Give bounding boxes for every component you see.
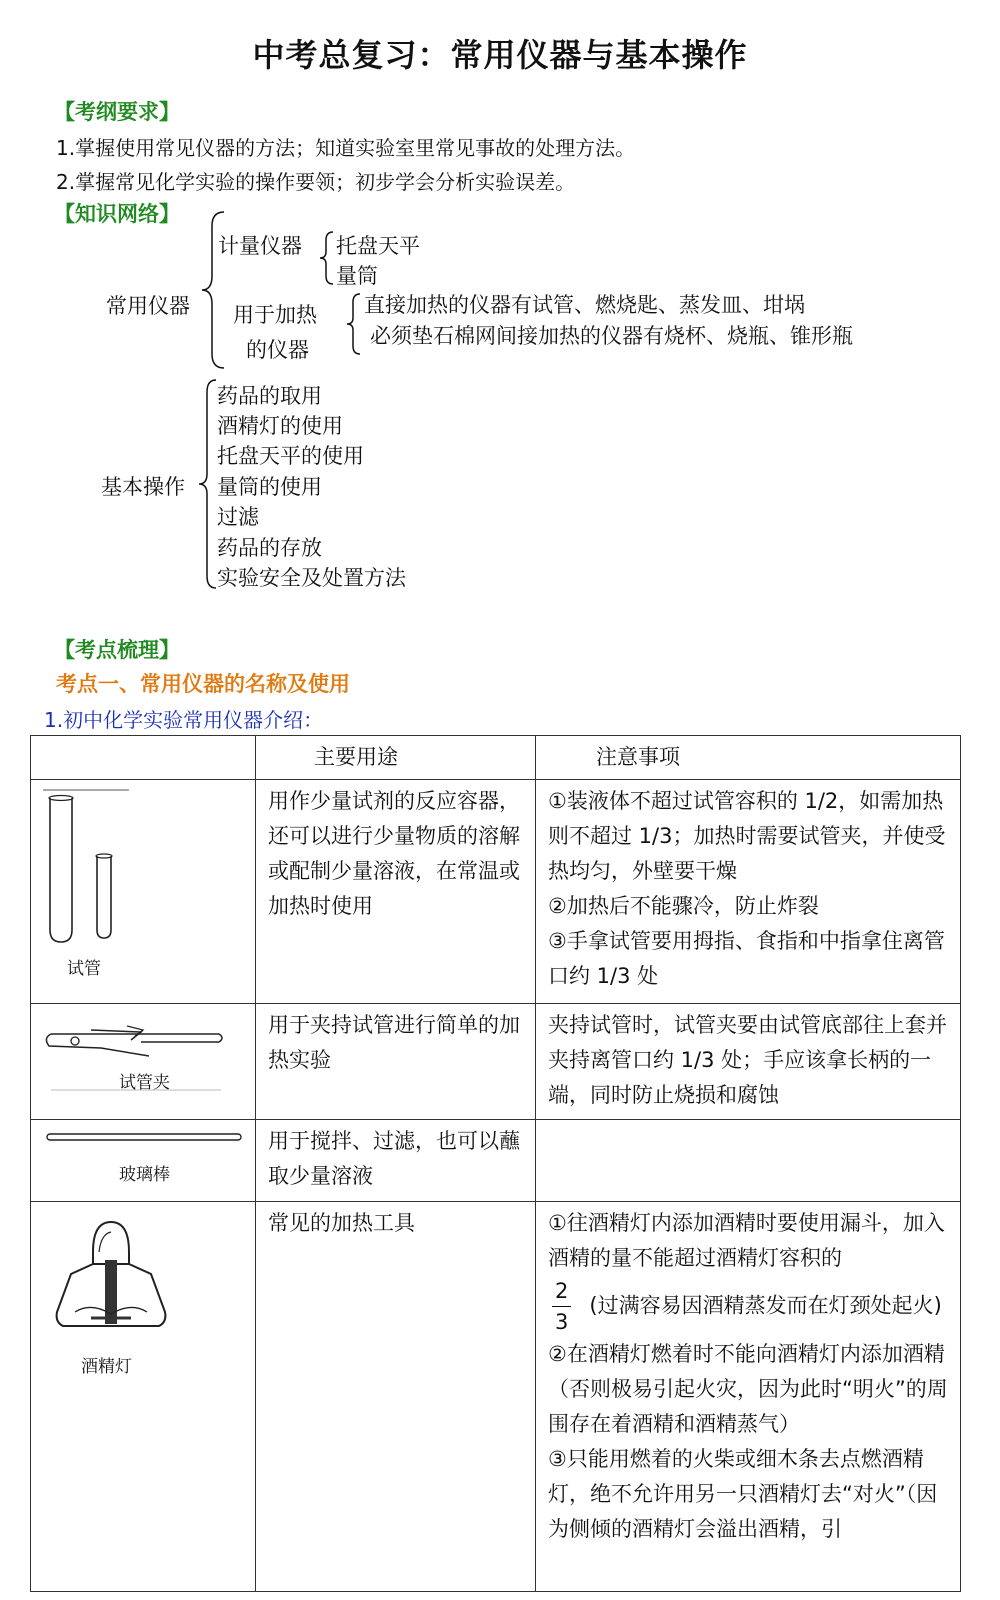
point1-heading: 考点一、常用仪器的名称及使用 [56,672,350,696]
operation-item: 量筒的使用 [217,475,322,499]
alcohol-lamp-image [31,1202,256,1580]
measuring-item-balance: 托盘天平 [336,234,420,258]
fraction-denominator: 3 [555,1310,569,1334]
heating-label-line2: 的仪器 [246,338,309,362]
heating-brace [345,292,363,356]
operations-label: 基本操作 [101,475,185,499]
notes-cell [536,1202,961,1592]
sub1-heading: 1.初中化学实验常用仪器介绍： [44,708,324,732]
operation-item: 实验安全及处置方法 [217,566,406,590]
table-header-row [31,736,961,780]
instruments-label: 常用仪器 [106,294,190,318]
note-item: ①往酒精灯内添加酒精时要使用漏斗，加入酒精的量不能超过酒精灯容积的 [548,1211,945,1270]
operation-item: 药品的存放 [217,536,322,560]
note-item: ②加热后不能骤冷，防止炸裂 [548,894,819,918]
table-row [31,1004,961,1120]
glass-rod-caption: 玻璃棒 [119,1165,170,1185]
table-header-cell: 注意事项 [536,736,961,780]
alcohol-lamp-caption: 酒精灯 [81,1357,132,1377]
heating-item-direct: 直接加热的仪器有试管、燃烧匙、蒸发皿、坩埚 [364,293,805,317]
usage-cell: 用于夹持试管进行简单的加热实验 [256,1004,536,1120]
instrument-table [30,735,961,1592]
heating-label-line1: 用于加热 [233,303,317,327]
usage-cell: 常见的加热工具 [256,1202,536,1592]
syllabus-heading: 【考纲要求】 [54,100,180,124]
measuring-brace [318,230,336,286]
table-row [31,1202,961,1592]
network-heading: 【知识网络】 [54,202,180,226]
test-tube-holder-caption: 试管夹 [119,1073,170,1093]
measuring-label: 计量仪器 [218,234,302,258]
measuring-item-cylinder: 量筒 [336,264,378,288]
notes-cell [536,1004,961,1120]
operation-item: 药品的取用 [217,384,322,408]
usage-cell: 用作少量试剂的反应容器，还可以进行少量物质的溶解或配制少量溶液，在常温或加热时使用 [256,780,536,1004]
table-row [31,780,961,1004]
note-item: 夹持试管时，试管夹要由试管底部往上套并夹持离管口约 1/3 处；手应该拿长柄的一端，同时防止烧损和腐蚀 [548,1013,947,1107]
alcohol-lamp-cell [31,1202,256,1592]
table-header-cell: 主要用途 [256,736,536,780]
test-tube-caption: 试管 [67,959,101,979]
test-tube-holder-cell [31,1004,256,1120]
test-tube-image [31,780,256,992]
table-header-cell [31,736,256,780]
notes-cell [536,1120,961,1202]
notes-cell [536,780,961,1004]
note-item: ③只能用燃着的火柴或细木条去点燃酒精灯，绝不允许用另一只酒精灯去“对火”（因为侧倾的酒精灯会溢出酒精，引 [548,1447,938,1541]
operation-item: 酒精灯的使用 [217,414,343,438]
fraction-numerator: 2 [552,1276,571,1307]
operation-item: 托盘天平的使用 [217,444,364,468]
heating-item-indirect: 必须垫石棉网间接加热的仪器有烧杯、烧瓶、锥形瓶 [370,324,853,348]
note-item: ②在酒精灯燃着时不能向酒精灯内添加酒精（否则极易引起火灾，因为此时“明火”的周围存在着酒精和酒精蒸气） [548,1342,948,1436]
note-item-fraction-line [548,1276,950,1337]
syllabus-item-1: 1.掌握使用常见仪器的方法；知道实验室里常见事故的处理方法。 [56,136,636,160]
test-tube-cell [31,780,256,1004]
glass-rod-cell [31,1120,256,1202]
operation-item: 过滤 [217,505,259,529]
note-item: ③手拿试管要用拇指、食指和中指拿住离管口约 1/3 处 [548,929,945,988]
note-item: ①装液体不超过试管容积的 1/2，如需加热则不超过 1/3；加热时需要试管夹，并使受热均匀，外壁要干燥 [548,789,946,883]
note-item-continuation: (过满容易因酒精蒸发而在灯颈处起火) [589,1293,942,1318]
page-title: 中考总复习：常用仪器与基本操作 [252,36,748,74]
fraction-two-thirds [552,1276,571,1337]
points-heading: 【考点梳理】 [54,638,180,662]
syllabus-item-2: 2.掌握常见化学实验的操作要领；初步学会分析实验误差。 [56,170,576,194]
usage-cell: 用于搅拌、过滤，也可以蘸取少量溶液 [256,1120,536,1202]
table-row [31,1120,961,1202]
